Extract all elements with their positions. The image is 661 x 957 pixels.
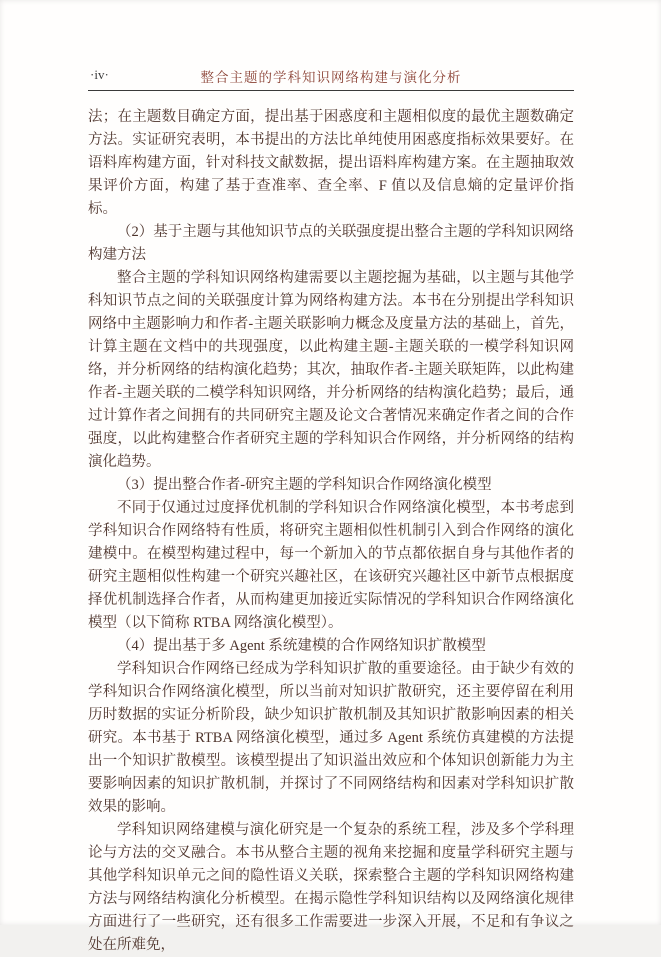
- paragraph: （4）提出基于多 Agent 系统建模的合作网络知识扩散模型: [117, 638, 486, 654]
- paragraph: 学科知识合作网络已经成为学科知识扩散的重要途径。由于缺少有效的学科知识合作网络演化模型，所以当前对知识扩散研究，还主要停留在利用历时数据的实证分析阶段，缺少知识扩散机制及其知识扩散影响因素的相关研究。本书基于 RTBA 网络演化模型，通过多 Agent 系统仿真建模的方法提出一个知识扩散模型。该模型提出了知识溢出效应和个体知识创新能力为主要影响因素的知识扩散机制，并探讨了不同网络结构和因素对学科知识扩散效果的影响。: [88, 661, 574, 815]
- paragraph: （3）提出整合作者-研究主题的学科知识合作网络演化模型: [117, 477, 492, 493]
- header-rule: [88, 90, 574, 91]
- paragraph: 法；在主题数目确定方面，提出基于困惑度和主题相似度的最优主题数确定方法。实证研究表明，本书提出的方法比单纯使用困惑度指标效果要好。在语料库构建方面，针对科技文献数据，提出语料库构建方案。在主题抽取效果评价方面，构建了基于查准率、查全率、F 值以及信息熵的定量评价指标。: [88, 109, 574, 217]
- paragraph: （2）基于主题与其他知识节点的关联强度提出整合主题的学科知识网络构建方法: [88, 224, 574, 263]
- paragraph: 不同于仅通过过度择优机制的学科知识合作网络演化模型，本书考虑到学科知识合作网络特有性质，将研究主题相似性机制引入到合作网络的演化建模中。在模型构建过程中，每一个新加入的节点都依据自身与其他作者的研究主题相似性构建一个研究兴趣社区，在该研究兴趣社区中新节点根据度择优机制选择合作者，从而构建更加接近实际情况的学科知识合作网络演化模型（以下简称 RTBA 网络演化模型）。: [88, 500, 574, 631]
- page-number: ·iv·: [90, 67, 109, 82]
- page-header: [88, 66, 574, 86]
- paragraph: 整合主题的学科知识网络构建需要以主题挖掘为基础，以主题与其他学科知识节点之间的关联强度计算为网络构建方法。本书在分别提出学科知识网络中主题影响力和作者-主题关联影响力概念及度量方法的基础上，首先，计算主题在文档中的共现强度，以此构建主题-主题关联的一模学科知识网络，并分析网络的结构演化趋势；其次，抽取作者-主题关联矩阵，以此构建作者-主题关联的二模学科知识网络，并分析网络的结构演化趋势；最后，通过计算作者之间拥有的共同研究主题及论文合著情况来确定作者之间的合作强度，以此构建整合作者研究主题的学科知识合作网络，并分析网络的结构演化趋势。: [88, 270, 574, 470]
- running-title: 整合主题的学科知识网络构建与演化分析: [200, 70, 462, 85]
- paragraph: 学科知识网络建模与演化研究是一个复杂的系统工程，涉及多个学科理论与方法的交叉融合。本书从整合主题的视角来挖掘和度量学科研究主题与其他学科知识单元之间的隐性语义关联，探索整合主题的学科知识网络构建方法与网络结构演化分析模型。在揭示隐性学科知识结构以及网络演化规律方面进行了一些研究，还有很多工作需要进一步深入开展，不足和有争议之处在所难免，: [88, 822, 574, 953]
- page-body: [88, 106, 574, 957]
